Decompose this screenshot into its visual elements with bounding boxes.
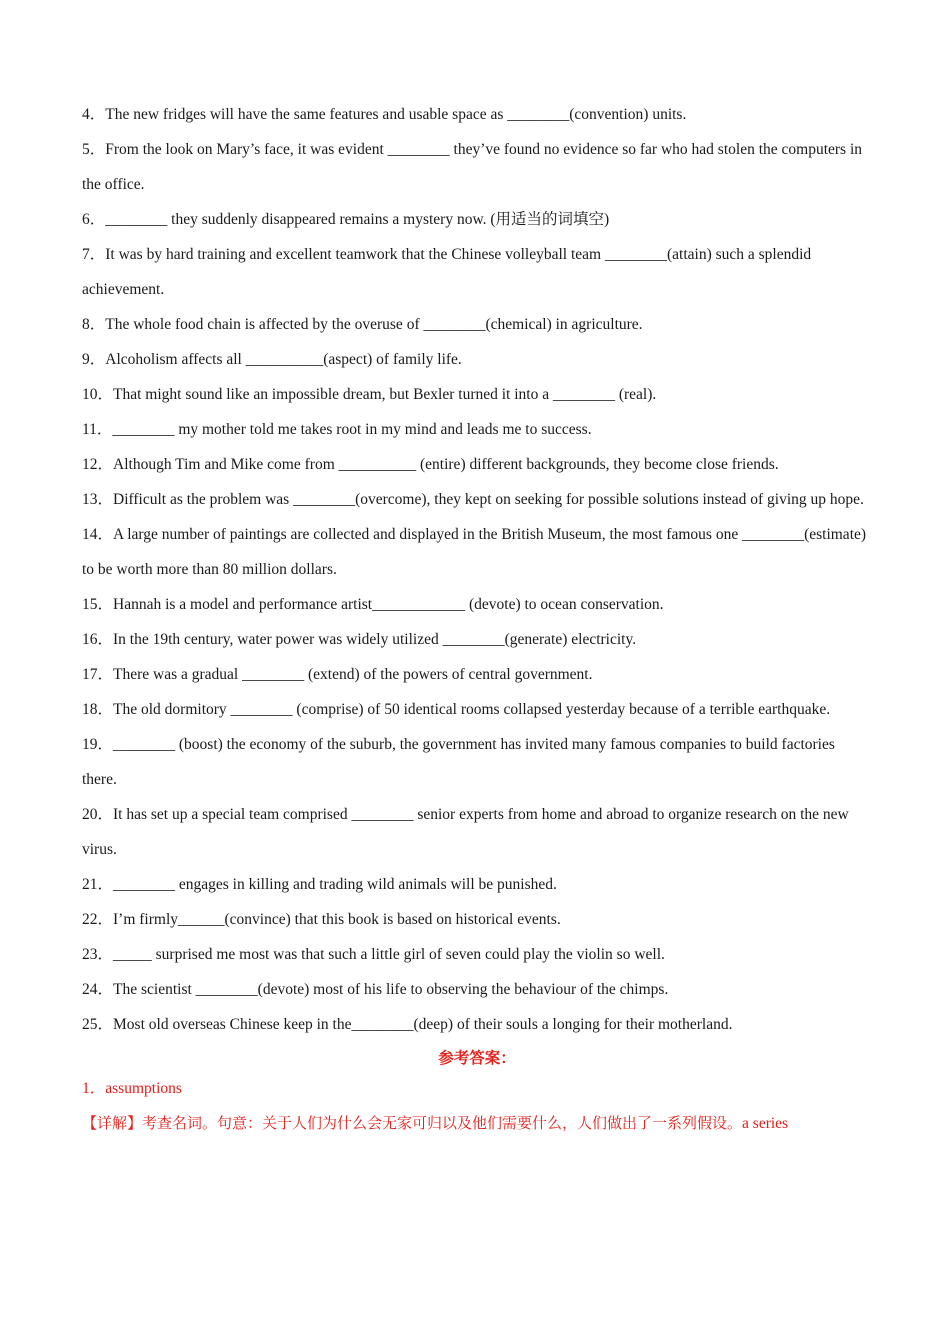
worksheet-page [82,97,872,1141]
question-number: 22． [82,911,114,928]
question-number: 13． [82,491,114,508]
question-number: 6． [82,211,106,228]
question-text: The scientist ________(devote) most of his life to observing the behaviour of the chimps. [113,981,669,998]
question-number: 11． [82,421,113,438]
question-number: 21． [82,876,114,893]
question-item [82,937,872,972]
question-number: 9． [82,351,106,368]
question-text: A large number of paintings are collected and displayed in the British Museum, the most famous one ________(estimate) to be worth more than 80 million dollars. [82,526,867,578]
answer-item [82,1072,872,1106]
question-number: 24． [82,981,114,998]
question-text: Alcoholism affects all __________(aspect) of family life. [105,351,462,368]
question-item [82,622,872,657]
question-number: 12． [82,456,114,473]
question-text: Most old overseas Chinese keep in the________(deep) of their souls a longing for their motherland. [113,1016,733,1033]
question-number: 10． [82,386,114,403]
question-text: The old dormitory ________ (comprise) of 50 identical rooms collapsed yesterday because of a terrible earthquake. [113,701,831,718]
question-item [82,342,872,377]
question-list [82,97,872,1042]
question-text: It has set up a special team comprised ________ senior experts from home and abroad to organize research on the new virus. [82,806,849,858]
question-text: I’m firmly______(convince) that this book is based on historical events. [113,911,561,928]
question-text: The new fridges will have the same features and usable space as ________(convention) units. [105,106,687,123]
question-item [82,797,872,867]
question-item [82,447,872,482]
answers-heading: 参考答案： [438,1049,516,1067]
question-number: 8． [82,316,106,333]
question-item [82,202,872,237]
question-number: 16． [82,631,114,648]
question-text: That might sound like an impossible dream, but Bexler turned it into a ________ (real). [113,386,657,403]
question-number: 25． [82,1016,114,1033]
question-text: In the 19th century, water power was widely utilized ________(generate) electricity. [113,631,637,648]
question-number: 7． [82,246,106,263]
question-text: The whole food chain is affected by the overuse of ________(chemical) in agriculture. [105,316,643,333]
detail-text: 考查名词。句意：关于人们为什么会无家可归以及他们需要什么，人们做出了一系列假设。 [142,1114,743,1132]
question-number: 17． [82,666,114,683]
question-text: ________ my mother told me takes root in my mind and leads me to success. [112,421,592,438]
question-number: 20． [82,806,114,823]
question-item [82,517,872,587]
question-number: 4． [82,106,106,123]
question-number: 18． [82,701,114,718]
question-item [82,587,872,622]
question-text: _____ surprised me most was that such a little girl of seven could play the violin so well. [113,946,665,963]
question-text: ________ they suddenly disappeared remains a mystery now. (用适当的词填空) [105,211,610,228]
question-text: ________ engages in killing and trading wild animals will be punished. [113,876,557,893]
answer-number: 1． [82,1080,106,1097]
question-item [82,377,872,412]
question-item [82,692,872,727]
question-text: It was by hard training and excellent teamwork that the Chinese volleyball team ________(attain) such a splendid achievement. [82,246,812,298]
question-item [82,1007,872,1042]
question-item [82,482,872,517]
question-text: Hannah is a model and performance artist____________ (devote) to ocean conservation. [113,596,664,613]
question-item [82,902,872,937]
question-item [82,412,872,447]
question-item [82,307,872,342]
question-text: Although Tim and Mike come from __________ (entire) different backgrounds, they become close friends. [113,456,779,473]
question-item [82,972,872,1007]
question-item [82,727,872,797]
question-item [82,132,872,202]
question-item [82,867,872,902]
question-number: 5． [82,141,106,158]
question-text: From the look on Mary’s face, it was evident ________ they’ve found no evidence so far who had stolen the computers in the office. [82,141,863,193]
detail-label: 【详解】 [82,1114,143,1132]
answer-detail [82,1106,872,1141]
answer-text: assumptions [105,1080,182,1097]
question-item [82,657,872,692]
question-text: ________ (boost) the economy of the suburb, the government has invited many famous companies to build factories there. [82,736,835,788]
question-text: There was a gradual ________ (extend) of the powers of central government. [113,666,593,683]
question-item [82,237,872,307]
question-number: 19． [82,736,114,753]
question-number: 23． [82,946,114,963]
question-number: 14． [82,526,114,543]
detail-tail: a series [742,1115,789,1132]
question-text: Difficult as the problem was ________(overcome), they kept on seeking for possible solutions instead of giving up hope. [113,491,864,508]
question-item [82,97,872,132]
question-number: 15． [82,596,114,613]
